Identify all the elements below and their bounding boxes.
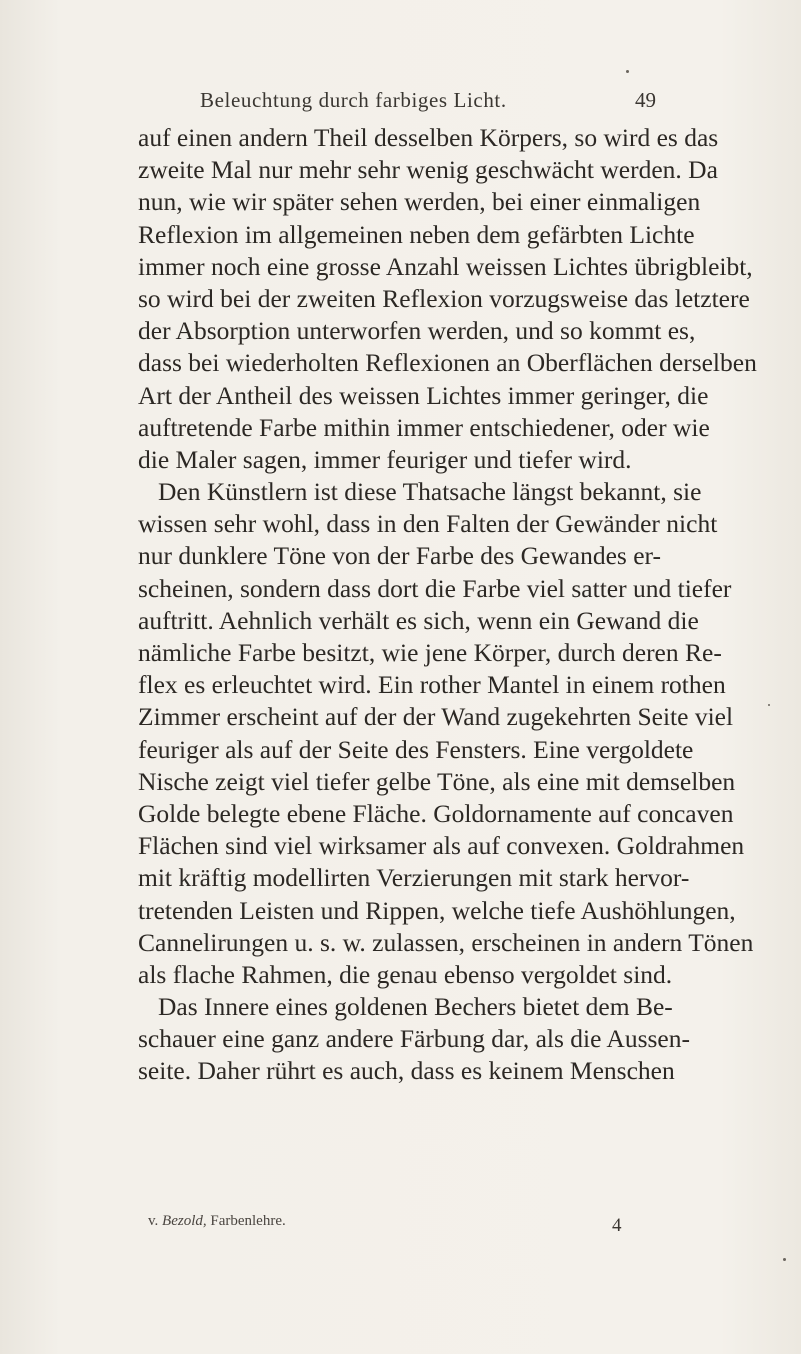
- text-line: immer noch eine grosse Anzahl weissen Lichtes übrigbleibt,: [138, 251, 753, 281]
- text-line: die Maler sagen, immer feuriger und tiefer wird.: [138, 444, 632, 474]
- text-line: Golde belegte ebene Fläche. Goldornamente auf concaven: [138, 798, 734, 828]
- text-line: als flache Rahmen, die genau ebenso vergoldet sind.: [138, 959, 673, 989]
- paper-speck: [768, 704, 770, 706]
- paper-speck: [626, 70, 629, 73]
- text-line: seite. Daher rührt es auch, dass es keinem Menschen: [138, 1056, 675, 1086]
- text-line: Zimmer erscheint auf der der Wand zugekehrten Seite viel: [138, 702, 734, 732]
- sheet-number: 4: [612, 1215, 622, 1236]
- text-line: flex es erleuchtet wird. Ein rother Mantel in einem rothen: [138, 670, 726, 700]
- paper-speck: [783, 1258, 786, 1261]
- signature-author: Bezold,: [162, 1213, 207, 1229]
- paragraph-start: Den Künstlern ist diese Thatsache längst bekannt, sie: [158, 477, 702, 507]
- signature-title: Farbenlehre.: [210, 1213, 286, 1229]
- text-line: so wird bei der zweiten Reflexion vorzugsweise das letztere: [138, 283, 750, 313]
- text-line: auftretende Farbe mithin immer entschiedener, oder wie: [138, 412, 710, 442]
- text-line: schauer eine ganz andere Färbung dar, als die Aussen-: [138, 1024, 690, 1054]
- text-line: Flächen sind viel wirksamer als auf convexen. Goldrahmen: [138, 831, 745, 861]
- text-line: Nische zeigt viel tiefer gelbe Töne, als eine mit demselben: [138, 766, 736, 796]
- text-line: auftritt. Aehnlich verhält es sich, wenn ein Gewand die: [138, 605, 699, 635]
- signature-prefix: v.: [148, 1213, 159, 1229]
- page-number: 49: [635, 88, 656, 112]
- text-line: mit kräftig modellirten Verzierungen mit stark hervor-: [138, 863, 690, 893]
- running-head: [0, 88, 801, 114]
- signature-line: [148, 1213, 286, 1230]
- text-line: Cannelirungen u. s. w. zulassen, erscheinen in andern Tönen: [138, 927, 754, 957]
- text-line: Reflexion im allgemeinen neben dem gefärbten Lichte: [138, 219, 695, 249]
- text-line: wissen sehr wohl, dass in den Falten der Gewänder nicht: [138, 509, 718, 539]
- text-line: feuriger als auf der Seite des Fensters. Eine vergoldete: [138, 734, 694, 764]
- text-line: tretenden Leisten und Rippen, welche tiefe Aushöhlungen,: [138, 895, 736, 925]
- paragraph-start: Das Innere eines goldenen Bechers bietet dem Be-: [158, 992, 673, 1022]
- text-line: nur dunklere Töne von der Farbe des Gewandes er-: [138, 541, 661, 571]
- running-title: Beleuchtung durch farbiges Licht.: [200, 88, 507, 112]
- text-line: nämliche Farbe besitzt, wie jene Körper, durch deren Re-: [138, 638, 722, 667]
- text-line: der Absorption unterworfen werden, und so kommt es,: [138, 316, 696, 346]
- text-line: dass bei wiederholten Reflexionen an Oberflächen derselben: [138, 348, 757, 378]
- text-line: Art der Antheil des weissen Lichtes immer geringer, die: [138, 380, 709, 410]
- text-line: nun, wie wir später sehen werden, bei einer einmaligen: [138, 187, 701, 217]
- text-line: auf einen andern Theil desselben Körpers, so wird es das: [138, 123, 719, 152]
- page-footer: [0, 1213, 801, 1237]
- body-text: [138, 122, 757, 1088]
- text-line: scheinen, sondern dass dort die Farbe viel satter und tiefer: [138, 573, 732, 603]
- text-line: zweite Mal nur mehr sehr wenig geschwächt werden. Da: [138, 155, 718, 185]
